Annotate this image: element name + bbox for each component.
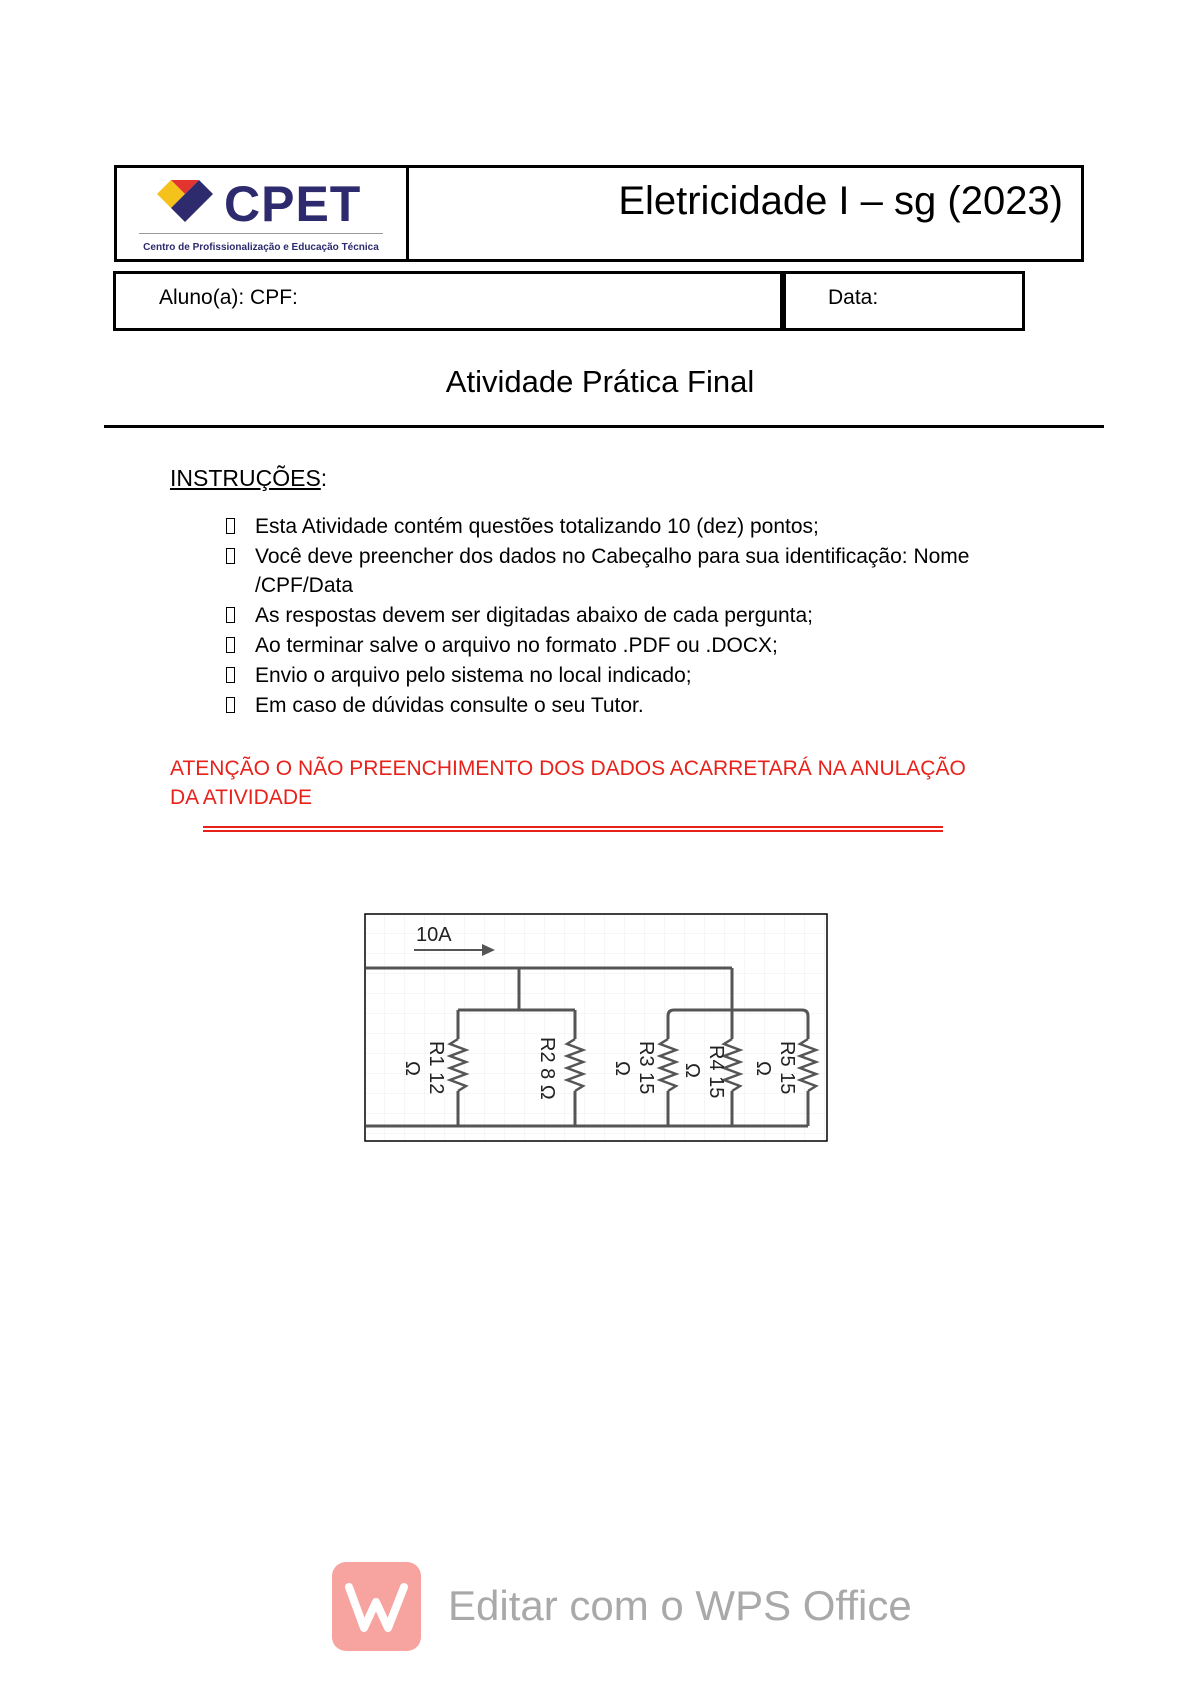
header-box	[114, 165, 1084, 262]
bullet-icon	[226, 637, 235, 653]
wps-office-icon	[332, 1562, 421, 1651]
logo-subtitle: Centro de Profissionalização e Educação Técnica	[143, 242, 379, 253]
date-label: Data:	[828, 286, 879, 309]
instructions-heading: INSTRUÇÕES:	[170, 465, 328, 491]
wps-edit-text: Editar com o WPS Office	[448, 1582, 912, 1629]
activity-title: Atividade Prática Final	[445, 364, 755, 399]
warning-text: ATENÇÃO O NÃO PREENCHIMENTO DOS DADOS ACARRETARÁ NA ANULAÇÃO DA ATIVIDADE	[170, 757, 966, 809]
resistor-label-r2: R2 8 Ω	[536, 1037, 558, 1100]
current-label: 10A	[416, 924, 452, 946]
resistor-label-r5: R5 15	[776, 1041, 798, 1095]
student-cpf-label: Aluno(a): CPF:	[159, 286, 298, 309]
logo-divider	[139, 233, 383, 234]
wps-edit-link[interactable]	[332, 1562, 912, 1654]
bullet-icon	[226, 607, 235, 623]
logo-cell	[117, 168, 409, 259]
logo-text: CPET	[224, 176, 362, 232]
student-info-box	[113, 271, 1025, 331]
document-title: Eletricidade I – sg (2023)	[618, 179, 1063, 223]
info-divider	[780, 274, 786, 328]
resistor-label-r5-unit: Ω	[752, 1061, 774, 1076]
circuit-diagram	[364, 913, 828, 1142]
list-item: Você deve preencher dos dados no Cabeçalho para sua identificação: Nome /CPF/Data	[226, 542, 1046, 600]
red-divider-bottom	[203, 830, 943, 832]
bullet-icon	[226, 548, 235, 564]
instructions-list	[226, 512, 1046, 721]
list-item: Em caso de dúvidas consulte o seu Tutor.	[226, 691, 1046, 720]
title-divider	[104, 425, 1104, 428]
cpet-logo-icon	[157, 180, 213, 224]
diagram-frame	[365, 914, 827, 1141]
list-item: As respostas devem ser digitadas abaixo de cada pergunta;	[226, 601, 1046, 630]
resistor-label-r4: R4 15	[705, 1045, 727, 1099]
resistor-label-r3: R3 15	[635, 1041, 657, 1095]
bullet-icon	[226, 667, 235, 683]
resistor-label-r4-unit: Ω	[681, 1063, 703, 1078]
resistor-label-r1: R1 12	[425, 1041, 447, 1095]
bullet-icon	[226, 697, 235, 713]
bullet-icon	[226, 518, 235, 534]
list-item: Envio o arquivo pelo sistema no local indicado;	[226, 661, 1046, 690]
red-divider-top	[203, 826, 943, 828]
list-item: Esta Atividade contém questões totalizando 10 (dez) pontos;	[226, 512, 1046, 541]
resistor-label-r3-unit: Ω	[611, 1061, 633, 1076]
list-item: Ao terminar salve o arquivo no formato .PDF ou .DOCX;	[226, 631, 1046, 660]
resistor-label-r1-unit: Ω	[401, 1061, 423, 1076]
